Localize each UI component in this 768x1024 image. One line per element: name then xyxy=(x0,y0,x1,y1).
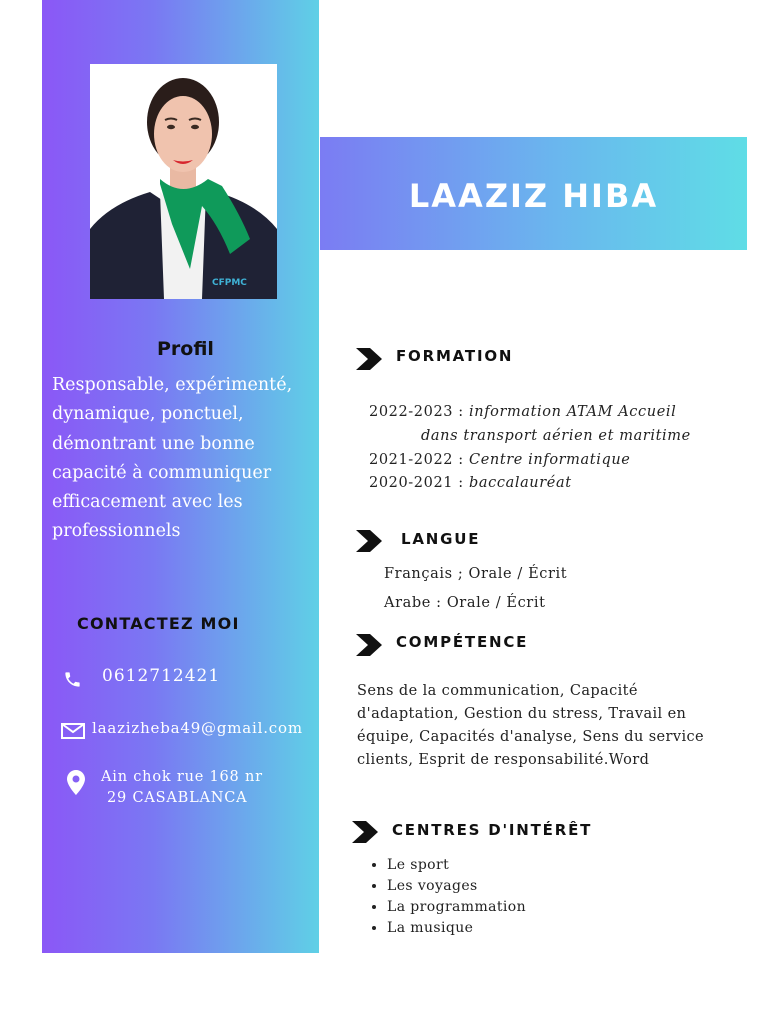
interets-heading: CENTRES D'INTÉRÊT xyxy=(392,821,593,839)
phone-number[interactable]: 0612712421 xyxy=(102,666,221,686)
list-item: • Les voyages xyxy=(387,876,526,897)
list-item: • Le sport xyxy=(387,855,526,876)
langue-heading: LANGUE xyxy=(401,530,481,548)
formation-item-continuation: dans transport aérien et maritime xyxy=(421,428,691,444)
formation-item: 2022-2023 : information ATAM Accueil xyxy=(369,404,677,420)
formation-item: 2020-2021 : baccalauréat xyxy=(369,475,572,491)
chevron-right-icon xyxy=(356,634,382,656)
address-line-1: Ain chok rue 168 nr xyxy=(101,769,263,785)
profil-heading: Profil xyxy=(157,338,214,360)
phone-icon xyxy=(63,670,82,693)
contact-heading: CONTACTEZ MOI xyxy=(77,614,240,633)
langue-item: Français ; Orale / Écrit xyxy=(384,566,568,582)
name-banner xyxy=(320,137,747,250)
formation-heading: FORMATION xyxy=(396,347,514,365)
list-item: • La programmation xyxy=(387,897,526,918)
profil-text: Responsable, expérimenté, dynamique, ponctuel, démontrant une bonne capacité à communiquer efficacement avec les professionnels xyxy=(52,375,293,542)
formation-item: 2021-2022 : Centre informatique xyxy=(369,452,631,468)
competence-text: Sens de la communication, Capacité d'adaptation, Gestion du stress, Travail en équipe, Capacités d'analyse, Sens du service clients, Esprit de responsabilité.Word xyxy=(357,683,704,768)
portrait-illustration xyxy=(90,64,277,299)
profile-photo xyxy=(90,64,277,299)
list-item: • La musique xyxy=(387,918,526,939)
competence-heading: COMPÉTENCE xyxy=(396,633,529,651)
interets-list xyxy=(367,855,526,939)
chevron-right-icon xyxy=(356,530,382,552)
candidate-name: LAAZIZ HIBA xyxy=(408,177,659,215)
location-pin-icon xyxy=(67,770,85,799)
email-address[interactable]: laazizheba49@gmail.com xyxy=(92,719,303,737)
mail-icon xyxy=(61,723,85,743)
langue-item: Arabe : Orale / Écrit xyxy=(384,595,546,611)
chevron-right-icon xyxy=(356,348,382,370)
logo-text: CFPMC xyxy=(212,278,247,288)
chevron-right-icon xyxy=(352,821,378,843)
address-line-2: 29 CASABLANCA xyxy=(107,790,248,806)
